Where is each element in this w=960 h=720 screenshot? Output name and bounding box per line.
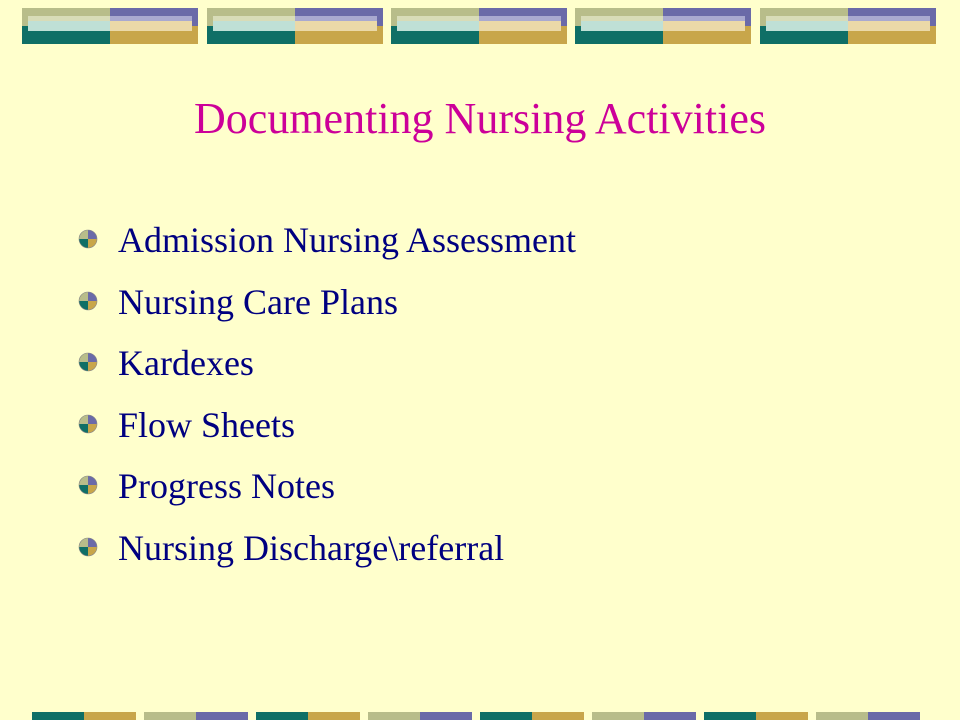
quartered-sphere-bullet-icon — [78, 475, 98, 495]
banner-tile — [391, 8, 567, 44]
bullet-item — [78, 524, 918, 586]
bullet-text: Kardexes — [118, 343, 254, 383]
banner-tile — [22, 8, 198, 44]
quartered-sphere-bullet-icon — [78, 291, 98, 311]
bullet-list — [78, 216, 918, 585]
bullet-text: Nursing Care Plans — [118, 281, 398, 322]
bullet-text: Admission Nursing Assessment — [118, 220, 577, 260]
bullet-text: Progress Notes — [118, 466, 335, 506]
bottom-decorative-band — [32, 712, 928, 720]
bullet-item — [78, 401, 918, 463]
quartered-sphere-bullet-icon — [78, 352, 98, 372]
bullet-text: Nursing Discharge\referral — [118, 527, 505, 568]
quartered-sphere-bullet-icon — [78, 537, 98, 557]
bullet-item — [78, 339, 918, 401]
bullet-item — [78, 462, 918, 524]
quartered-sphere-bullet-icon — [78, 414, 98, 434]
banner-tile — [575, 8, 751, 44]
banner-tile — [760, 8, 936, 44]
top-decorative-band — [22, 8, 940, 44]
bullet-text: Flow Sheets — [118, 404, 296, 445]
bullet-item — [78, 278, 918, 340]
bullet-item — [78, 216, 918, 278]
slide-title: Documenting Nursing Activities — [194, 94, 766, 143]
banner-tile — [207, 8, 383, 44]
quartered-sphere-bullet-icon — [78, 229, 98, 249]
